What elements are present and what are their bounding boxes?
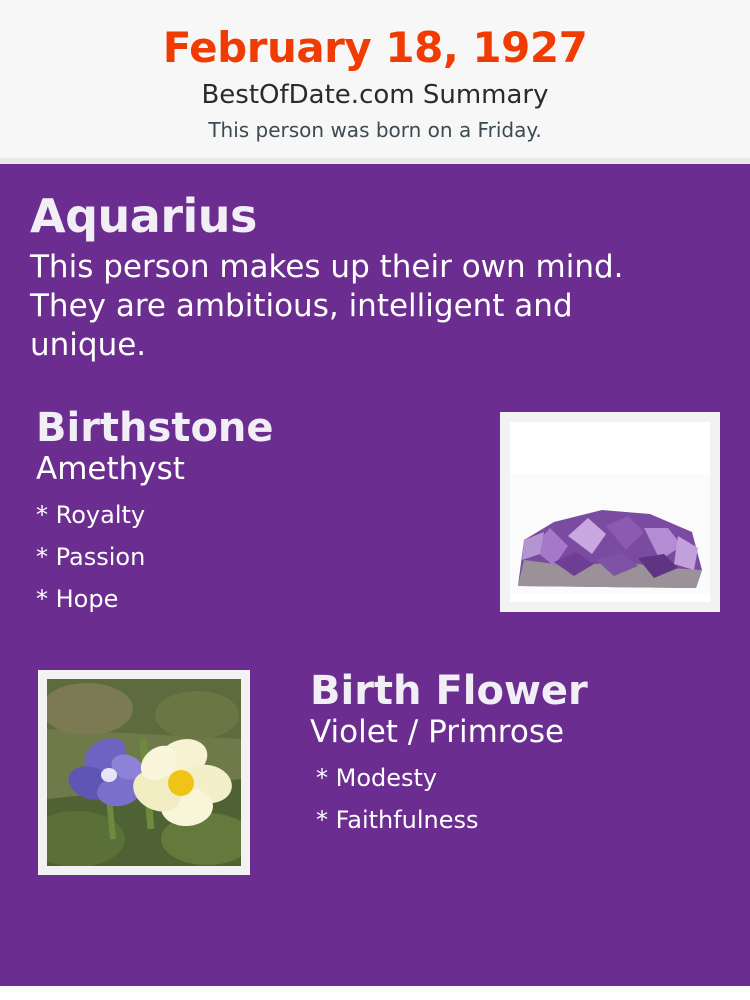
- violet-primrose-icon: [47, 679, 241, 866]
- birthstone-heading: Birthstone: [36, 404, 274, 451]
- birthstone-section: [30, 404, 720, 632]
- birthflower-section: [30, 667, 720, 885]
- zodiac-sign-name: Aquarius: [30, 189, 257, 244]
- birthstone-name: Amethyst: [36, 450, 185, 487]
- birthstone-text: [30, 404, 460, 613]
- header: [0, 0, 750, 164]
- birthstone-trait: * Passion: [36, 542, 146, 571]
- zodiac-description: This person makes up their own mind. They are ambitious, intelligent and unique.: [30, 249, 624, 363]
- birthflower-trait: * Faithfulness: [316, 805, 479, 834]
- site-name: BestOfDate.com Summary: [201, 80, 549, 111]
- violet-primrose-photo: [38, 670, 250, 875]
- birth-day-note: This person was born on a Friday.: [208, 118, 542, 143]
- birthflower-name: Violet / Primrose: [310, 713, 565, 750]
- summary-panel: [0, 164, 750, 986]
- page-title: February 18, 1927: [162, 23, 588, 72]
- birthstone-trait: * Royalty: [36, 500, 146, 529]
- amethyst-icon: [510, 474, 710, 594]
- birthflower-text: [280, 667, 720, 834]
- amethyst-photo-inner: [510, 422, 710, 602]
- amethyst-crystal-photo: [500, 412, 720, 612]
- birthflower-heading: Birth Flower: [310, 667, 588, 714]
- flower-photo-inner: [47, 679, 241, 866]
- birthstone-trait: * Hope: [36, 584, 119, 613]
- birthflower-trait: * Modesty: [316, 763, 438, 792]
